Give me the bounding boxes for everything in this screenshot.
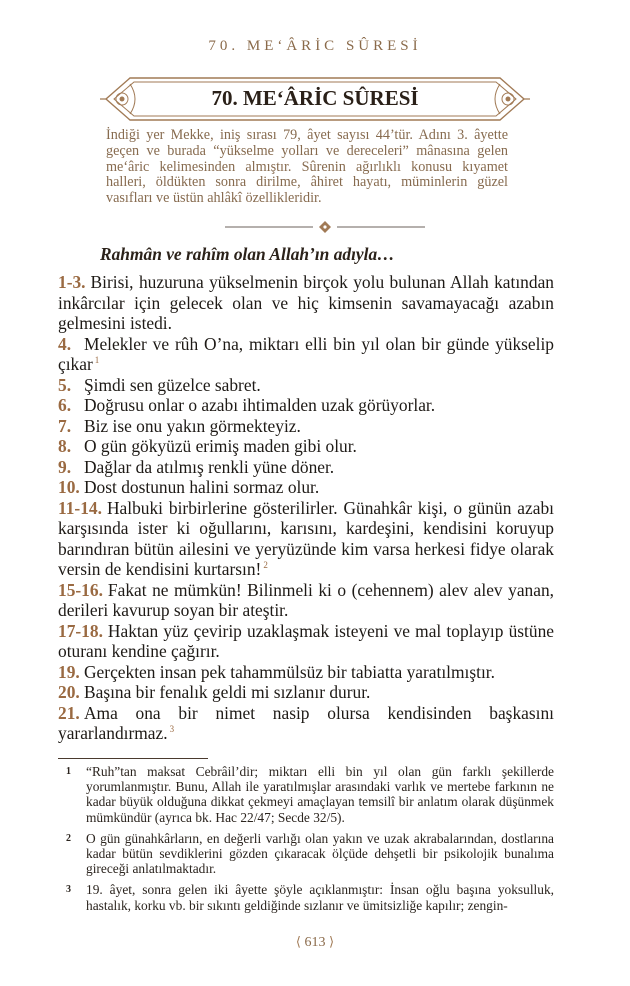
verse-list (58, 272, 554, 744)
verse-number: 19. (58, 661, 80, 682)
verse-text: Fakat ne mümkün! Bilinmeli ki o (cehennem) alev alev yanan, derileri kavurup soyan bir ateştir. (58, 579, 554, 620)
verse (58, 334, 554, 375)
verse (58, 703, 554, 744)
left-bracket-ornament-icon: ⟨ (295, 934, 301, 949)
verse (58, 395, 554, 416)
verse-number: 6. (58, 395, 72, 415)
verse-text: Halbuki birbirlerine gösterilirler. Günahkâr kişi, o günün azabı karşısında ister ki oğullarını, karısını, kardeşini, kendisini koruyup barındıran bütün ailesini ve yeryüzünde kim varsa herkesi fidye olarak versin de kendisini kurtarsın! (58, 497, 554, 579)
verse-text: Gerçekten insan pek tahammülsüz bir tabiatta yaratılmıştır. (84, 661, 495, 682)
verse-number: 11-14. (58, 497, 102, 518)
footnote-text: O gün günahkârların, en değerli varlığı olan yakın ve uzak akrabalarından, dostlarına kadar bütün sevdiklerini gözden çıkaracak ölçüde dehşetli bir psikolojik bunalıma gireceği anlatılmaktadır. (86, 830, 554, 877)
verse-text: Haktan yüz çevirip uzaklaşmak isteyeni ve mal toplayıp üstüne oturanı kendine çağırır. (58, 620, 554, 661)
footnote-separator (58, 758, 208, 759)
verse (58, 457, 554, 478)
verse (58, 436, 554, 457)
verse (58, 580, 554, 621)
verse (58, 662, 554, 683)
footnote-reference[interactable]: 2 (263, 560, 268, 571)
verse-text: Dost dostunun halini sormaz olur. (84, 477, 320, 497)
footnote (58, 764, 554, 825)
verse-number: 1-3. (58, 272, 86, 292)
divider-ornament-icon (225, 220, 425, 234)
page-footer (0, 934, 630, 951)
right-bracket-ornament-icon: ⟩ (329, 934, 335, 949)
verse (58, 682, 554, 703)
footnote (58, 831, 554, 877)
verse-text: Birisi, huzuruna yükselmenin birçok yolu bulunan Allah katından inkârcılar için gelecek olan ve hiç kimsenin savamayacağı azabın gelmesini istedi. (58, 272, 554, 333)
verse-text: Dağlar da atılmış renkli yüne döner. (84, 456, 335, 477)
basmala: Rahmân ve rahîm olan Allah’ın adıyla… (100, 244, 395, 264)
surah-title: 70. ME‘ÂRİC SÛRESİ (211, 86, 419, 110)
footnote-number: 3 (66, 884, 71, 896)
footnote-reference[interactable]: 1 (94, 355, 100, 366)
footnote-number: 1 (66, 766, 71, 777)
verse-number: 10. (58, 477, 80, 497)
verse-number: 5. (58, 374, 72, 395)
verse (58, 621, 554, 662)
verse (58, 477, 554, 498)
verse-text: O gün gökyüzü erimiş maden gibi olur. (84, 436, 357, 456)
footnote-text: “Ruh”tan maksat Cebrâil’dir; miktarı elli bin yıl olan gün farklı şekillerde yorumlanmıştır. Bunu, Allah ile yaratılmışlar arasındaki varlık ve mertebe farkının ne kadar büyük olduğuna dikkat çekmeyi amaçlayan temsilî bir anlatım olarak düşünmek mümkündür (ayrıca bk. Hac 22/47; Secde 32/5). (86, 764, 554, 825)
verse-text: Ama ona bir nimet nasip olursa kendisinden başkasını yararlandırmaz. (58, 702, 554, 743)
verse-text: Melekler ve rûh O’na, miktarı elli bin yıl olan bir günde yükselip çıkar (58, 333, 554, 374)
verse-number: 8. (58, 436, 72, 456)
footnote (58, 882, 554, 912)
verse-number: 17-18. (58, 620, 103, 641)
page-number: 613 (304, 935, 326, 950)
verse-text: Biz ise onu yakın görmekteyiz. (84, 415, 301, 436)
verse-text: Şimdi sen güzelce sabret. (84, 374, 261, 395)
footnote-reference[interactable]: 3 (169, 724, 175, 735)
footnote-text: 19. âyet, sonra gelen iki âyette şöyle açıklanmıştır: İnsan oğlu başına yoksulluk, hastalık, korku vb. bir sıkıntı geldiğinde sızlanır ve ümitsizliğe kapılır; zengin- (86, 882, 554, 913)
verse-number: 20. (58, 682, 80, 702)
running-head: 70. ME‘ÂRİC SÛRESİ (208, 38, 422, 54)
footnote-list (58, 764, 554, 919)
verse (58, 272, 554, 334)
verse-number: 21. (58, 702, 80, 723)
verse (58, 375, 554, 396)
verse-number: 15-16. (58, 579, 103, 600)
verse-number: 9. (58, 456, 72, 477)
verse-text: Başına bir fenalık geldi mi sızlanır durur. (84, 682, 371, 702)
verse (58, 416, 554, 437)
verse-text: Doğrusu onlar o azabı ihtimalden uzak görüyorlar. (84, 395, 436, 415)
verse-number: 4. (58, 333, 72, 354)
verse-number: 7. (58, 415, 72, 436)
footnote-number: 2 (66, 832, 71, 844)
title-cartouche (100, 74, 530, 124)
verse (58, 498, 554, 580)
surah-introduction: İndiği yer Mekke, iniş sırası 79, âyet sayısı 44’tür. Adını 3. âyette geçen ve burada “yükselme yolları ve dereceleri” mânasına gelen me‘âric kelimesinden almıştır. Sûrenin ağırlıklı konusu kıyamet halleri, öldükten sonra dirilme, âhiret hayatı, müminlerin güzel vasıfları ve üstün ahlâkî özellikleridir. (106, 127, 508, 207)
